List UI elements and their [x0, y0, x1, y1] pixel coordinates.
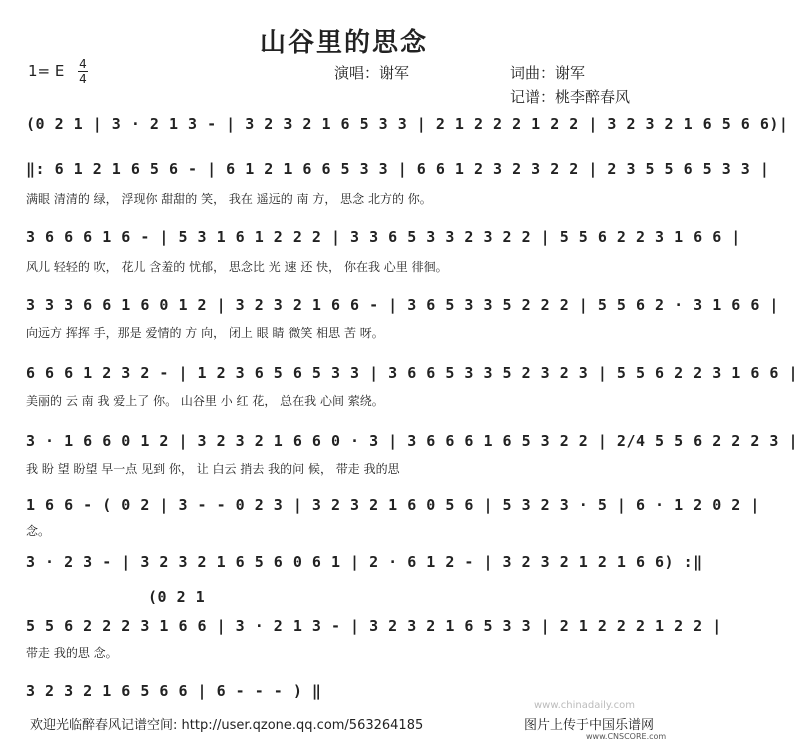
notation-row-9: 5 5 6 2 2 2 3 1 6 6 | 3 · 2 1 3 - | 3 2 3 2 1 6 5 3 3 | 2 1 2 2 2 1 2 2 | [26, 617, 722, 635]
lyrics-row-7: 念。 [26, 524, 51, 538]
lyrics-row-2: 满眼 清清的 绿， 浮现你 甜甜的 笑， 我在 遥远的 南 方， 思念 北方的 你。 [26, 192, 432, 206]
lyrics-row-5: 美丽的 云 南 我 爱上了 你。 山谷里 小 红 花， 总在我 心间 萦绕。 [26, 394, 384, 408]
notation-row-3: 3 6 6 6 1 6 - | 5 3 1 6 1 2 2 2 | 3 3 6 5 3 3 2 3 2 2 | 5 5 6 2 2 3 1 6 6 | [26, 228, 741, 246]
lyrics-row-9: 带走 我的思 念。 [26, 646, 118, 660]
upload-watermark: 图片上传于中国乐谱网 [524, 718, 655, 733]
notation-row-10: 3 2 3 2 1 6 5 6 6 | 6 - - - ) ‖ [26, 682, 322, 700]
notation-row-4: 3 3 3 6 6 1 6 0 1 2 | 3 2 3 2 1 6 6 - | 3 6 5 3 3 5 2 2 2 | 5 5 6 2 · 3 1 6 6 | [26, 296, 779, 314]
volta-2-pickup: (0 2 1 [148, 588, 206, 606]
notation-row-1: (0 2 1 | 3 · 2 1 3 - | 3 2 3 2 1 6 5 3 3 | 2 1 2 2 2 1 2 2 | 3 2 3 2 1 6 5 6 6)| [26, 115, 789, 133]
notator-credit: 记谱：桃李醉春风 [510, 88, 631, 106]
time-sig-bottom: 4 [79, 72, 87, 86]
time-signature [78, 58, 88, 85]
notation-row-6: 3 · 1 6 6 0 1 2 | 3 2 3 2 1 6 6 0 · 3 | 3 6 6 6 1 6 5 3 2 2 | 2/4 5 5 6 2 2 2 3 | [26, 432, 798, 450]
time-sig-top: 4 [79, 57, 87, 71]
lyrics-row-6: 我 盼 望 盼望 早一点 见到 你， 让 白云 捎去 我的问 候， 带走 我的思 [26, 462, 400, 476]
faint-watermark: www.chinadaily.com [534, 700, 635, 711]
notation-row-8: 3 · 2 3 - | 3 2 3 2 1 6 5 6 0 6 1 | 2 · 6 1 2 - | 3 2 3 2 1 2 1 6 6) :‖ [26, 553, 703, 571]
lyrics-row-4: 向远方 挥挥 手，那是 爱情的 方 向， 闭上 眼 睛 微笑 相思 苦 呀。 [26, 326, 384, 340]
singer-credit: 演唱：谢军 [334, 64, 410, 82]
composer-credit: 词曲：谢军 [510, 64, 586, 82]
lyrics-row-3: 风儿 轻轻的 吹， 花儿 含羞的 忧郁， 思念比 光 速 还 快， 你在我 心里 徘徊。 [26, 260, 448, 274]
notation-row-5: 6 6 6 1 2 3 2 - | 1 2 3 6 5 6 5 3 3 | 3 6 6 5 3 3 5 2 3 2 3 | 5 5 6 2 2 3 1 6 6 | [26, 364, 798, 382]
site-watermark: www.CNSCORE.com [586, 732, 667, 741]
notation-row-2: ‖: 6 1 2 1 6 5 6 - | 6 1 2 1 6 6 5 3 3 | 6 6 1 2 3 2 3 2 2 | 2 3 5 5 6 5 3 3 | [26, 160, 770, 178]
song-title: 山谷里的思念 [259, 28, 428, 58]
notation-row-7: 1 6 6 - ( 0 2 | 3 - - 0 2 3 | 3 2 3 2 1 6 0 5 6 | 5 3 2 3 · 5 | 6 · 1 2 0 2 | [26, 496, 760, 514]
key-signature: 1= E [28, 62, 65, 80]
footer-credit: 欢迎光临醉春风记谱空间: http://user.qzone.qq.com/563264185 [30, 718, 424, 733]
